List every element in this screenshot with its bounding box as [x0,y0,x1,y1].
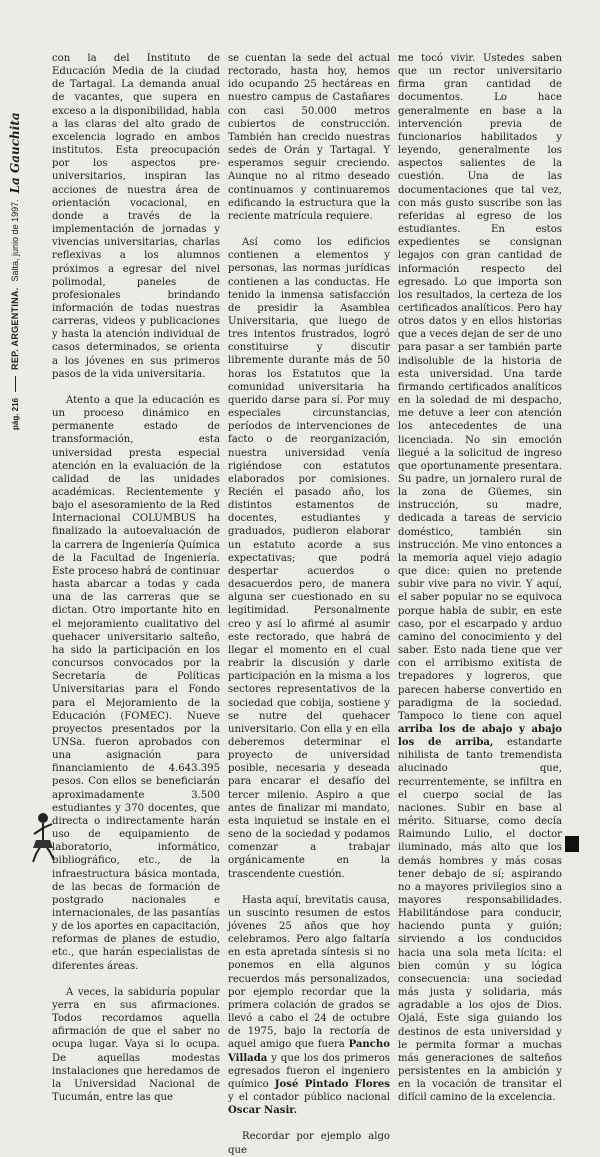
paragraph: Recordar por ejemplo algo que [228,1131,390,1156]
paragraph-text: y que los dos primeros egresados fueron el ingeniero químico [228,1052,390,1090]
location-date: Salta, junio de 1997. [10,199,20,282]
text-column-2 [228,52,390,1156]
running-header [4,60,26,430]
paragraph-text: me tocó vivir. Ustedes saben que un rector universitario firma gran cantidad de documentos. Lo hace generalmente en base a la intervención previa de funcionarios habilitados y leyendo, generalmente los aspectos salientes de la cuestión. Una de las documentaciones que tal vez, con más gusto suscribe son las referidas al egreso de los estudiantes. En estos expedientes se consignan legajos con gran cantidad de información respecto del egresado. Lo que importa son los resultados, la certeza de los certificados analíticos. Pero hay otros datos y en ellos historias que a veces dejan de ser de uno para pasar a ser también parte indisoluble de la historia de esta universidad. Una tarde firmando certificados analíticos en la soledad de mi despacho, me detuve a leer con atención los antecedentes de una licenciada. No sin emoción llegué a la solicitud de ingreso que oportunamente presentara. Su padre, un jornalero rural de la zona de Güemes, sin instrucción, su madre, dedicada a tareas de servicio doméstico, también sin instrucción. Me vino entonces a la memoria aquel viejo adagio que dice: quien no pretende subir vive para no vivir. Y aquí, el saber popular no se equivoca porque habla de subir, en este caso, por el escarpado y arduo camino del conocimiento y del saber. Esto nada tiene que ver con el arribismo exitista de trepadores y logreros, que parecen haberse convertido en paradigma de la sociedad. Tampoco lo tiene con aquel [398,53,562,722]
paragraph-text: estandarte nihilista de tanto tremendista alucinado que, recurrentemente, se infiltra en el cuerpo social de las naciones. Subir en base al mérito. Situarse, como decía Raimundo Lulio, el doctor iluminado, más alto que los demás hombres y más cosas tener debajo de sí; aspirando no a mayores privilegios sino a mayores responsabilidades. Habilitándose para conducir, haciendo punta y guión; sirviendo a los conducidos hacia una sola meta lícita: el bien común y su lógica consecuencia: una sociedad más justa y solidaria, más agradable a los ojos de Dios. Ojalá, Este siga guiando los destinos de esta universidad y le permita formar a muchas más generaciones de salteños persistentes en la ambición y en la vocación de transitar el difícil camino de la excelencia. [398,737,562,1104]
paragraph-text: y el contador público nacional [228,1092,390,1104]
magazine-title: La Gauchita [8,112,22,194]
paragraph: Atento a que la educación es un proceso dinámico en permanente estado de transformación, esta universidad presta especial atención en la evaluación de la calidad de las unidades académicas. Recientemente y bajo el asesoramiento de la Red Internacional COLUMBUS ha finalizado la autoevaluación de la carrera de Ingeniería Química de la Facultad de Ingeniería. Este proceso habrá de continuar hasta abarcar a todas y cada una de las carreras que se dictan. Otro importante hito en el mejoramiento cualitativo del quehacer universitario salteño, ha sido la participación en los concursos convocados por la Secretaría de Políticas Universitarias para el Fondo para el Mejoramiento de la Educación (FOMEC). Nueve proyectos presentados por la UNSa. fueron aprobados con una asignación para financiamiento de 4.643.395 pesos. Con ellos se beneficiarán aproximadamente 3.500 estudiantes y 370 docentes, que directa o indirectamente harán uso de equipamiento de laboratorio, informático, bibliográfico, etc., de la infraestructura básica montada, de las becas de formación de postgrado nacionales e internacionales, de las pasantías y de los aportes en capacitación, reformas de planes de estudio, etc., que harán especialistas de diferentes áreas. [52,394,220,972]
end-mark [565,836,579,852]
person-name: Pancho Villada [228,1039,390,1064]
paragraph: se cuentan la sede del actual rectorado, hasta hoy, hemos ido ocupando 25 hectáreas en nuestro campus de Castañares con casi 50.000 metros cubiertos de construcción. También han crecido nuestras sedes de Orán y Tartagal. Y esperamos seguir creciendo. Aunque no al ritmo deseado continuamos y continuaremos edificando la estructura que la reciente matrícula requiere. [228,53,390,222]
paragraph-text: Hasta aquí, brevitatis causa, un suscinto resumen de estos jóvenes 25 años que hoy celebramos. Pero algo faltaría en esta apretada síntesis si no ponemos en ella algunos recuerdos más personalizados, por ejemplo recordar que la primera colación de grados se llevó a cabo el 24 de octubre de 1975, bajo la rectoría de aquel amigo que fuera [228,894,390,1051]
dancer-illustration-icon [28,810,58,870]
text-column-3 [398,52,562,1104]
header-divider [15,376,16,392]
page-number: pág. 216 [10,397,20,430]
location-country: REP. ARGENTINA. [10,287,20,370]
running-header-text [4,60,26,430]
paragraph [228,894,390,1118]
person-name: José Pintado Flores [274,1078,390,1090]
text-column-1 [52,52,220,1104]
paragraph: A veces, la sabiduría popular yerra en sus afirmaciones. Todos recordamos aquella afirmación de que el saber no ocupa lugar. Vaya si lo ocupa. De aquellas modestas instalaciones que heredamos de la Universidad Nacional de Tucumán, entre las que [52,986,220,1104]
paragraph: con la del Instituto de Educación Media de la ciudad de Tartagal. La demanda anual de vacantes, que supera en exceso a la disponibilidad, habla a las claras del alto grado de excelencia logrado en ambos institutos. Esta preocupación por los aspectos pre-universitarios, inspiran las acciones de nuestra área de orientación vocacional, en donde a través de la implementación de jornadas y vivencias universitarias, charlas reflexivas a los alumnos próximos a egresar del nivel polimodal, paneles de profesionales brindando información de todas nuestras carreras, videos y publicaciones y hasta la atención individual de casos determinados, se orienta a los jóvenes en sus primeros pasos de la vida universitaria. [52,53,220,380]
paragraph [398,52,562,1105]
paragraph: Así como los edificios contienen a elementos y personas, las normas jurídicas contienen a las conductas. He tenido la inmensa satisfacción de presidir la Asamblea Universitaria, que luego de tres intentos frustrados, logró constituirse y discutir libremente durante más de 50 horas los Estatutos que la comunidad universitaria ha querido darse para sí. Por muy especiales circunstancias, períodos de intervenciones de facto o de reorganización, nuestra universidad venía rigiéndose con estatutos elaborados por comisiones. Recién el pasado año, los distintos estamentos de docentes, estudiantes y graduados, pudieron elaborar un estatuto acorde a sus expectativas; que podrá despertar acuerdos o desacuerdos pero, de manera alguna ser cuestionado en su legitimidad. Personalmente creo y así lo afirmé al asumir este rectorado, que habrá de llegar el momento en el cual reabrir la discusión y darle participación en la misma a los sectores representativos de la sociedad que cobija, sostiene y se nutre del quehacer universitario. Con ella y en ella deberemos determinar el proyecto de universidad posible, necesaria y deseada para encarar el desafío del tercer milenio. Aspiro a que antes de finalizar mi mandato, esta inquietud se instale en el seno de la sociedad y podamos comenzar a trabajar orgánicamente en la trascendente cuestión. [228,237,390,880]
bold-quote: arriba los de abajo y abajo los de arriba, [398,723,562,749]
person-name: Oscar Nasir. [228,1105,298,1117]
